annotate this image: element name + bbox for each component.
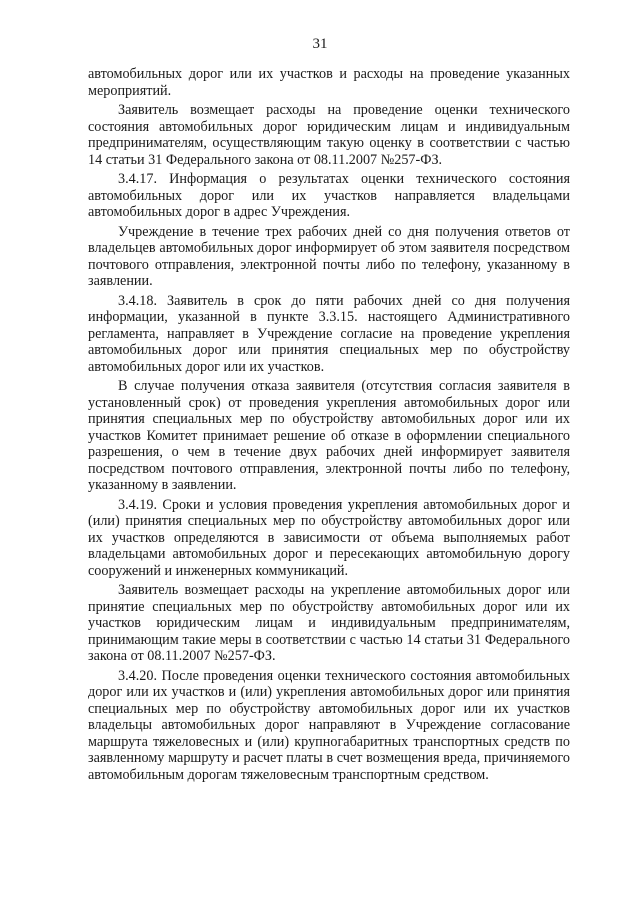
- paragraph-3-4-17: 3.4.17. Информация о результатах оценки технического состояния автомобильных дорог или их участков направляется владельцами автомобильных дорог в адрес Учреждения.: [88, 171, 570, 220]
- paragraph-refusal-case: В случае получения отказа заявителя (отсутствия согласия заявителя в установленный срок) от проведения укрепления автомобильных дорог или принятия специальных мер по обустройству автомобильных дорог или их участков Комитет принимает решение об отказе в оформлении специального разрешения, о чем в течение двух рабочих дней информирует заявителя посредством почтового отправления, электронной почты либо по телефону, указанному в заявлении.: [88, 378, 570, 493]
- paragraph-3-4-19: 3.4.19. Сроки и условия проведения укрепления автомобильных дорог и (или) принятия специальных мер по обустройству автомобильных дорог или их участков определяются в зависимости от объема выполняемых работ владельцами автомобильных дорог и пересекающих автомобильную дорогу сооружений и инженерных коммуникаций.: [88, 496, 570, 579]
- paragraph-institution-informs: Учреждение в течение трех рабочих дней со дня получения ответов от владельцев автомобильных дорог информирует об этом заявителя посредством почтового отправления, электронной почты либо по телефону, указанному в заявлении.: [88, 223, 570, 289]
- paragraph-3-4-20: 3.4.20. После проведения оценки технического состояния автомобильных дорог или их участков и (или) укрепления автомобильных дорог или принятия специальных мер по обустройству автомобильных дорог или их участков владельцы автомобильных дорог направляют в Учреждение согласование маршрута тяжеловесных и (или) крупногабаритных транспортных средств по заявленному маршруту и расчет платы в счет возмещения вреда, причиняемого автомобильным дорогам тяжеловесным транспортным средством.: [88, 667, 570, 783]
- paragraph-3-4-18: 3.4.18. Заявитель в срок до пяти рабочих дней со дня получения информации, указанной в пункте 3.3.15. настоящего Административного регламента, направляет в Учреждение согласие на проведение укрепления автомобильных дорог или принятия специальных мер по обустройству автомобильных дорог или их участков.: [88, 292, 570, 375]
- paragraph-reinforcement-costs: Заявитель возмещает расходы на укрепление автомобильных дорог или принятие специальных мер по обустройству автомобильных дорог или их участков юридическим лицам и индивидуальным предпринимателям, принимающим такие меры в соответствии с частью 14 статьи 31 Федерального закона от 08.11.2007 №257-ФЗ.: [88, 582, 570, 664]
- page-number: 31: [312, 36, 328, 52]
- paragraph-road-assessment-costs: Заявитель возмещает расходы на проведение оценки технического состояния автомобильных дорог юридическим лицам и индивидуальным предпринимателям, осуществляющим такую оценку в соответствии с частью 14 статьи 31 Федерального закона от 08.11.2007 №257-ФЗ.: [88, 102, 570, 168]
- document-body: [88, 66, 570, 786]
- paragraph-continuation: автомобильных дорог или их участков и расходы на проведение указанных мероприятий.: [88, 66, 570, 99]
